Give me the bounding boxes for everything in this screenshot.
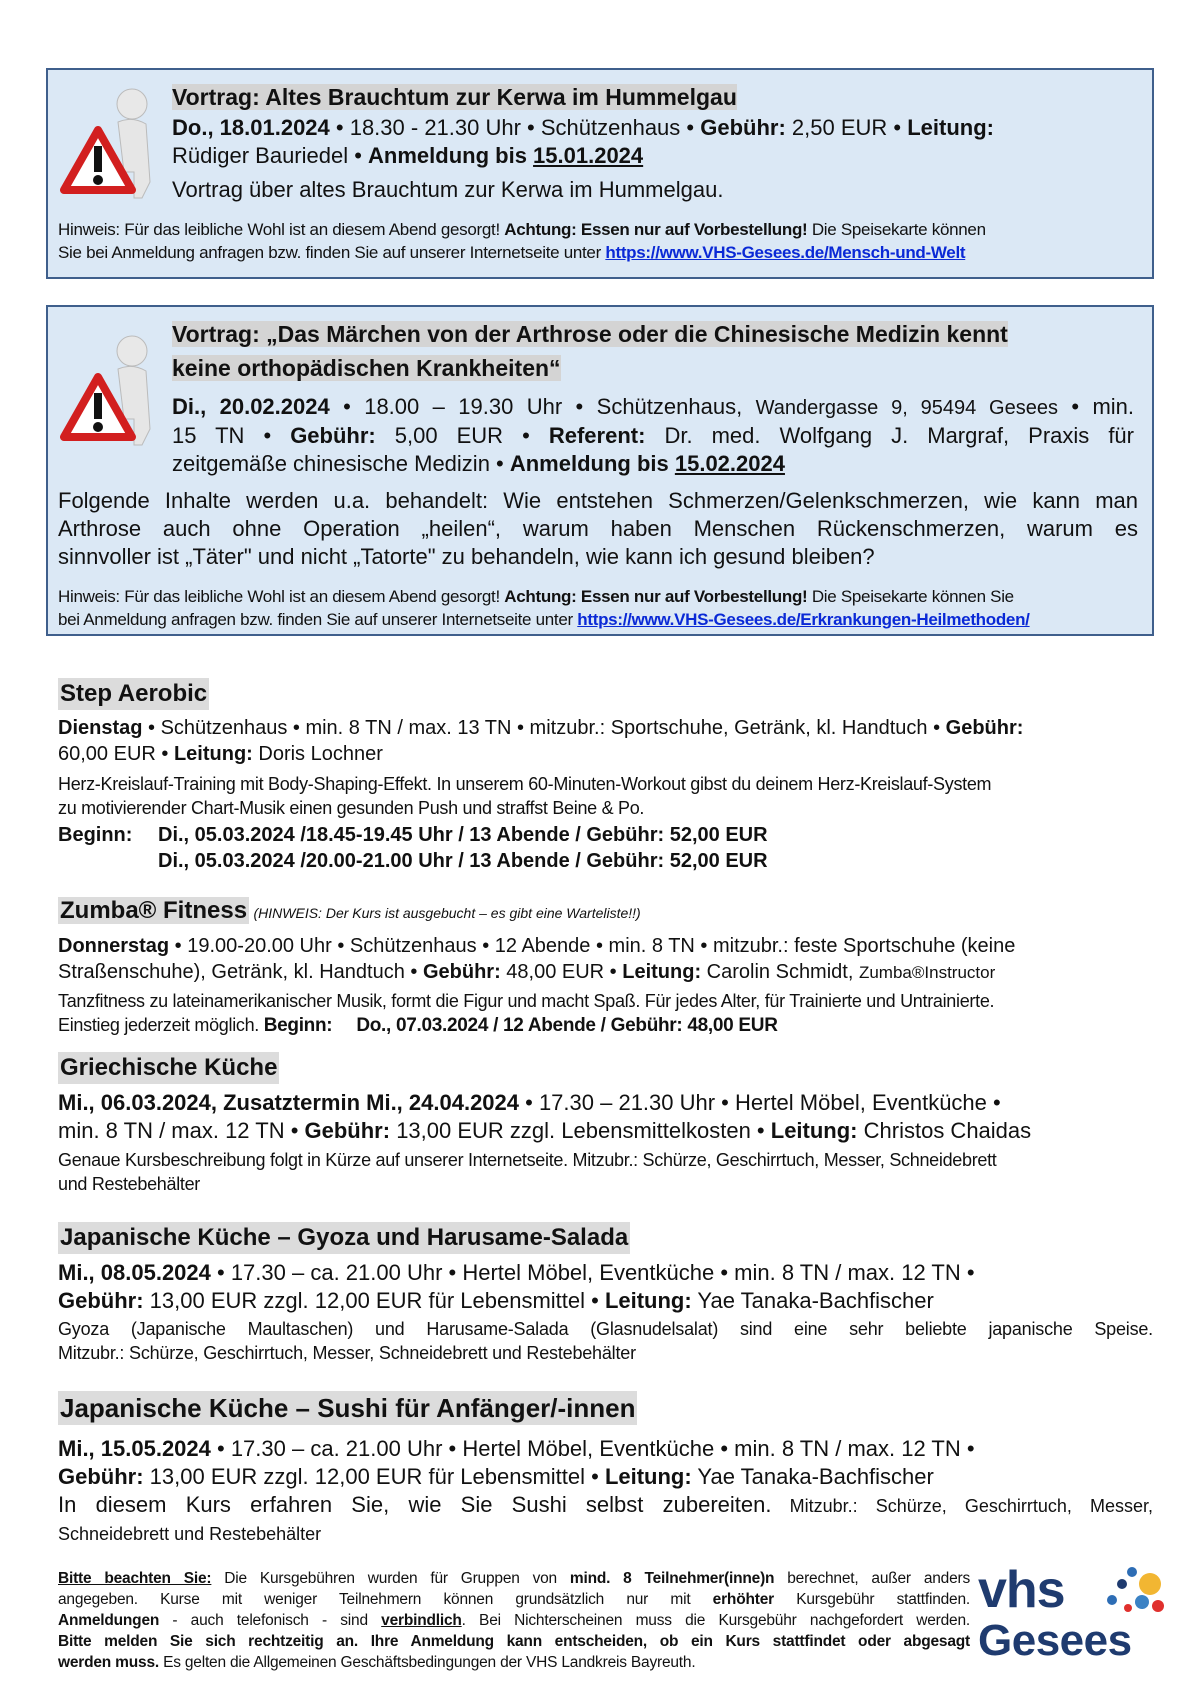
logo-gesees-text: Gesees	[978, 1616, 1132, 1665]
course-title-gyoza: Japanische Küche – Gyoza und Harusame-Salada	[58, 1222, 630, 1254]
course-title-step-aerobic: Step Aerobic	[58, 678, 209, 710]
course-description-zumba: Tanzfitness zu lateinamerikanischer Musik, formt die Figur und macht Spaß. Für jedes Alter, für Trainierte und Untrainierte. Einstieg jederzeit möglich. Beginn: Do., 07.03.2024 / 12 Abende / Gebühr: 48,00 EUR	[58, 991, 995, 1036]
info-box-brauchtum	[46, 68, 1154, 279]
lead-name: Rüdiger Bauriedel •	[172, 143, 369, 168]
course-description-greek: Genaue Kursbeschreibung folgt in Kürze auf unserer Internetseite. Mitzubr.: Schürze, Geschirrtuch, Messer, Schneidebrett und Restebehälter	[58, 1150, 997, 1194]
event-note: Hinweis: Für das leibliche Wohl ist an diesem Abend gesorgt! Achtung: Essen nur auf Vorbestellung! Die Speisekarte können Sie bei Anmeldung anfragen bzw. finden Sie auf unserer Internetseite unter https://www.VHS-Gesees.de/Erkrankungen-Heilmethoden/	[58, 587, 1030, 629]
fee-label: Gebühr:	[290, 423, 376, 448]
registration-date: 15.01.2024	[533, 143, 644, 168]
warning-figure-icon	[58, 329, 158, 447]
course-header-zumba	[58, 895, 641, 927]
course-title-sushi: Japanische Küche – Sushi für Anfänger/-innen	[60, 1393, 636, 1423]
event-date: Do., 18.01.2024	[172, 115, 330, 140]
link-mensch-und-welt[interactable]: https://www.VHS-Gesees.de/Mensch-und-Welt	[605, 243, 966, 262]
course-details-step: Dienstag • Schützenhaus • min. 8 TN / max. 13 TN • mitzubr.: Sportschuhe, Getränk, kl. Handtuch • Gebühr: 60,00 EUR • Leitung: Doris Lochner	[58, 717, 1024, 765]
speaker-label: Referent:	[548, 423, 646, 448]
course-details-greek: Mi., 06.03.2024, Zusatztermin Mi., 24.04.2024 • 17.30 – 21.30 Uhr • Hertel Möbel, Eventküche • min. 8 TN / max. 12 TN • Gebühr: 13,00 EUR zzgl. Lebensmittelkosten • Leitung: Christos Chaidas	[58, 1090, 1032, 1143]
event-description: Folgende Inhalte werden u.a. behandelt: Wie entstehen Schmerzen/Gelenkschmerzen, wie kann man Arthrose auch ohne Operation „heilen“, warum haben Menschen Rückenschmerzen, warum es sinnvoller ist „Täter" und nicht „Tatorte" zu behandeln, wie kann ich gesund bleiben?	[58, 488, 1138, 569]
event-time-place: • 18.30 - 21.30 Uhr • Schützenhaus •	[329, 115, 701, 140]
warning-figure-icon	[58, 82, 158, 200]
min-label: • min.	[1057, 394, 1135, 419]
info-box-arthrose	[46, 305, 1154, 636]
course-description-gyoza: Gyoza (Japanische Maultaschen) und Harusame-Salada (Glasnudelsalat) sind eine sehr beliebte japanische Speise. Mitzubr.: Schürze, Geschirrtuch, Messer, Schneidebrett und Restebehälter	[58, 1319, 1153, 1363]
link-erkrankungen-heilmethoden[interactable]: https://www.VHS-Gesees.de/Erkrankungen-Heilmethoden/	[577, 610, 1030, 629]
event-title-2: keine orthopädischen Krankheiten“	[172, 355, 561, 381]
event-title-1: Vortrag: „Das Märchen von der Arthrose oder die Chinesische Medizin kennt	[172, 321, 1008, 347]
vhs-gesees-logo	[978, 1561, 1168, 1676]
registration-label: Anmeldung bis	[509, 451, 675, 476]
course-details-gyoza: Mi., 08.05.2024 • 17.30 – ca. 21.00 Uhr • Hertel Möbel, Eventküche • min. 8 TN / max. 12 TN • Gebühr: 13,00 EUR zzgl. 12,00 EUR für Lebensmittel • Leitung: Yae Tanaka-Bachfischer	[58, 1260, 975, 1313]
course-description-sushi: In diesem Kurs erfahren Sie, wie Sie Sushi selbst zubereiten. Mitzubr.: Schürze, Geschirrtuch, Messer, Schneidebrett und Restebehälter	[58, 1492, 1153, 1544]
fee-label: Gebühr:	[700, 115, 786, 140]
event-title: Vortrag: Altes Brauchtum zur Kerwa im Hummelgau	[172, 84, 737, 110]
course-title-zumba: Zumba® Fitness	[60, 897, 248, 924]
event-address: Wandergasse 9, 95494 Gesees	[755, 397, 1058, 419]
speaker-practice: zeitgemäße chinesische Medizin •	[172, 451, 510, 476]
course-title-greek: Griechische Küche	[58, 1052, 279, 1084]
event-note: Hinweis: Für das leibliche Wohl ist an diesem Abend gesorgt! Achtung: Essen nur auf Vorbestellung! Die Speisekarte können Sie bei Anmeldung anfragen bzw. finden Sie auf unserer Internetseite unter https://www.VHS-Gesees.de/Mensch-und-Welt	[58, 220, 986, 262]
course-description-step: Herz-Kreislauf-Training mit Body-Shaping-Effekt. In unserem 60-Minuten-Workout gibst du deinem Herz-Kreislauf-System zu motivierender Chart-Musik einen gesunden Push und straffst Beine & Po.	[58, 774, 992, 818]
registration-label: Anmeldung bis	[368, 143, 534, 168]
footer-notice: Bitte beachten Sie: Die Kursgebühren wurden für Gruppen von mind. 8 Teilnehmer(inne)n berechnet, außer anders angegeben. Kurse mit weniger Teilnehmern können grundsätzlich nur mit erhöhter Kursgebühr stattfinden. Anmeldungen - auch telefonisch - sind verbindlich. Bei Nichterscheinen muss die Kursgebühr nachgefordert werden. Bitte melden Sie sich rechtzeitig an. Ihre Anmeldung kann entscheiden, ob ein Kurs stattfindet oder abgesagt werden muss. Es gelten die Allgemeinen Geschäftsbedingungen der VHS Landkreis Bayreuth.	[58, 1570, 971, 1671]
event-time-place: • 18.00 – 19.30 Uhr • Schützenhaus,	[329, 394, 756, 419]
logo-dots-icon	[1088, 1566, 1168, 1626]
event-description: Vortrag über altes Brauchtum zur Kerwa im Hummelgau.	[172, 177, 724, 202]
fee-value: 2,50 EUR •	[785, 115, 908, 140]
registration-date: 15.02.2024	[674, 451, 785, 476]
course-details-sushi: Mi., 15.05.2024 • 17.30 – ca. 21.00 Uhr • Hertel Möbel, Eventküche • min. 8 TN / max. 12 TN • Gebühr: 13,00 EUR zzgl. 12,00 EUR für Lebensmittel • Leitung: Yae Tanaka-Bachfischer	[58, 1436, 975, 1489]
fee-value: 5,00 EUR •	[375, 423, 549, 448]
logo-vhs-text: vhs	[978, 1561, 1065, 1619]
course-dates-step: Beginn: Di., 05.03.2024 /18.45-19.45 Uhr / 13 Abende / Gebühr: 52,00 EUR Di., 05.03.2024 /20.00-21.00 Uhr / 13 Abende / Gebühr: 52,00 EUR	[58, 824, 768, 872]
course-details-zumba: Donnerstag • 19.00-20.00 Uhr • Schützenhaus • 12 Abende • min. 8 TN • mitzubr.: feste Sportschuhe (keine Straßenschuhe), Getränk, kl. Handtuch • Gebühr: 48,00 EUR • Leitung: Carolin Schmidt, Zumba®Instructor	[58, 935, 1016, 983]
event-date: Di., 20.02.2024	[172, 394, 330, 419]
min-participants: 15 TN •	[172, 423, 291, 448]
lead-label: Leitung:	[907, 115, 994, 140]
speaker-name: Dr. med. Wolfgang J. Margraf, Praxis für	[645, 423, 1134, 448]
zumba-hint: (HINWEIS: Der Kurs ist ausgebucht – es gibt eine Warteliste!!)	[253, 905, 641, 921]
